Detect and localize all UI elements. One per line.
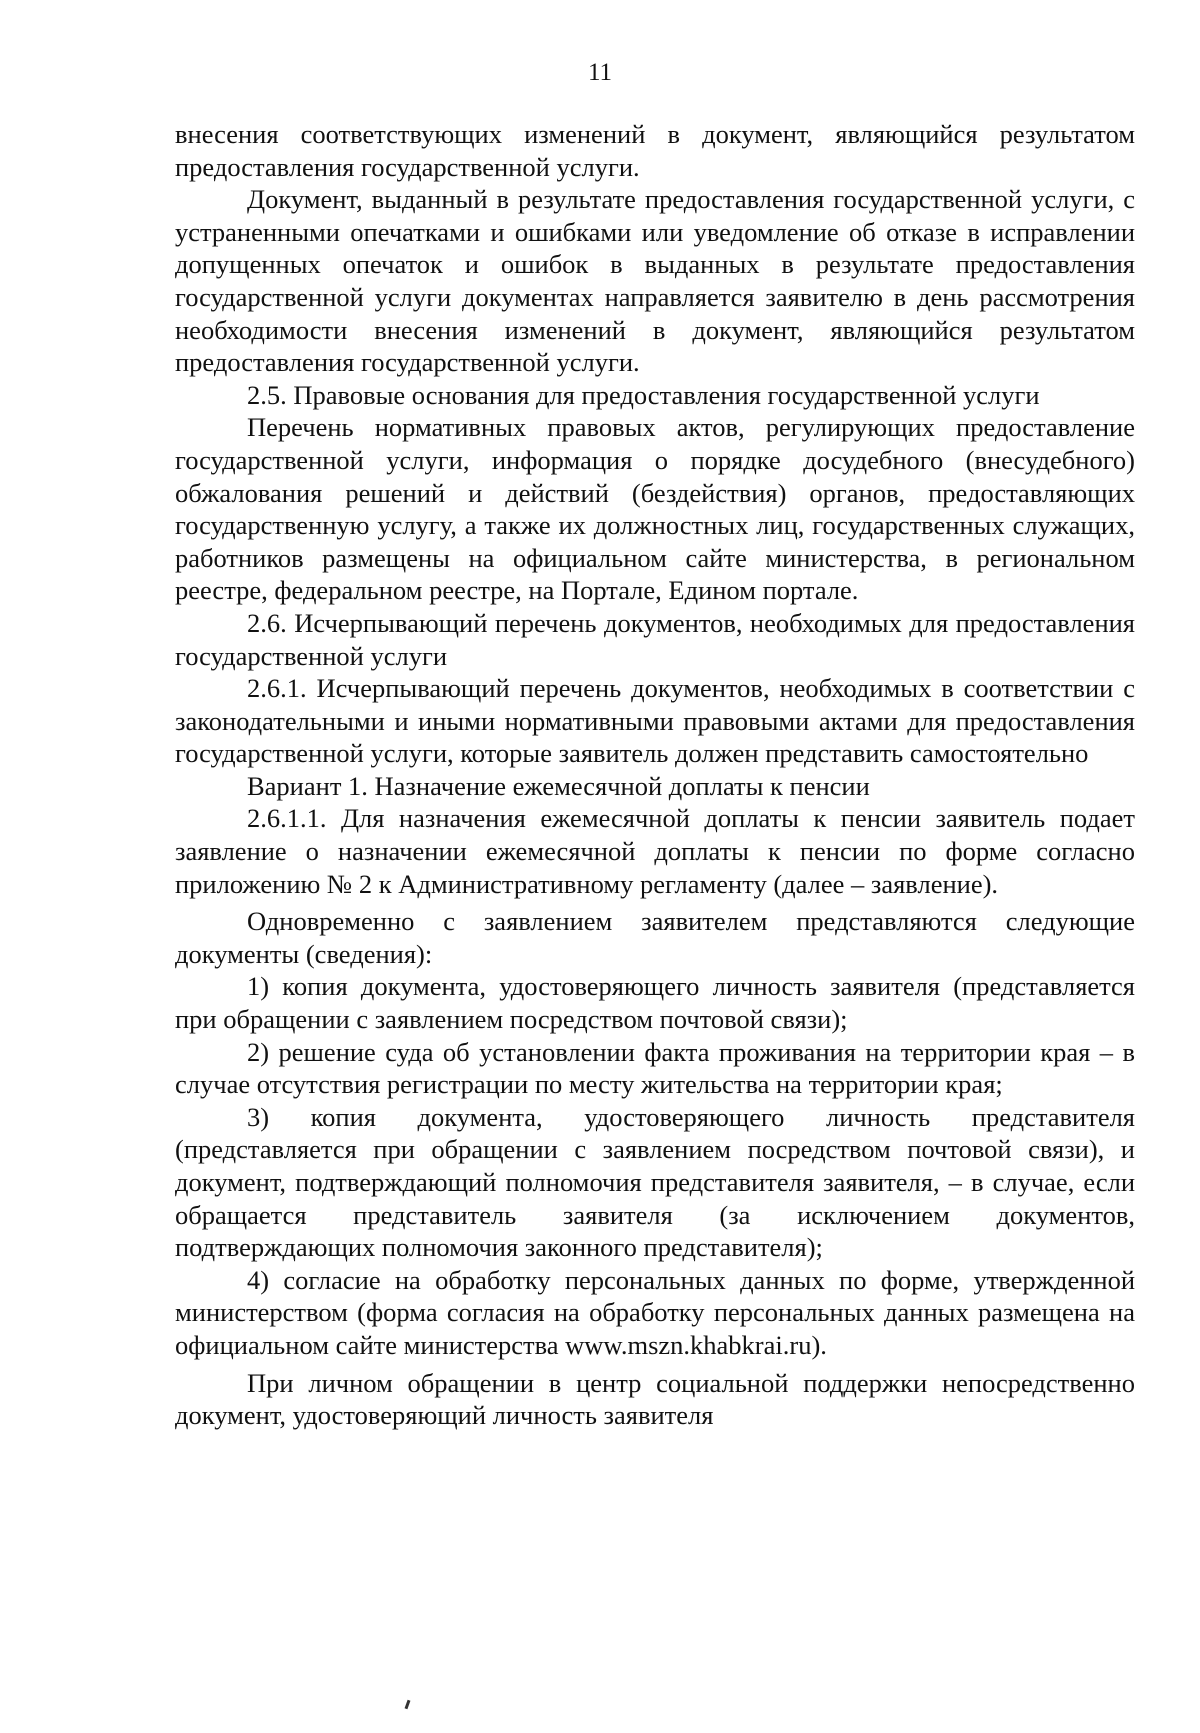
scan-speck — [405, 1700, 411, 1709]
variant-heading: Вариант 1. Назначение ежемесячной доплаты к пенсии — [247, 770, 870, 801]
list-item-3: 3) копия документа, удостоверяющего личность представителя (представляется при обращении с заявлением посредством почтовой связи), и документ, подтверждающий полномочия представителя заявителя, – в случае, если обращается представитель заявителя (за исключением документов, подтверждающих полномочия законного представителя); — [175, 1101, 1135, 1263]
paragraph-documents-intro: Одновременно с заявлением заявителем представляются следующие документы (сведения): — [175, 906, 1135, 969]
list-item-4: 4) согласие на обработку персональных данных по форме, утвержденной министерством (форма согласия на обработку персональных данных размещена на официальном сайте министерства www.mszn.khabkrai.ru). — [175, 1264, 1135, 1360]
paragraph-legal-acts-list: Перечень нормативных правовых актов, регулирующих предоставление государственной услуги, информация о порядке досудебного (внесудебного) обжалования решений и действий (бездействия) органов, предоставляющих государственную услугу, а также их должностных лиц, государственных служащих, работников размещены на официальном сайте министерства, в региональном реестре, федеральном реестре, на Портале, Едином портале. — [175, 412, 1135, 606]
section-heading-2-6: 2.6. Исчерпывающий перечень документов, необходимых для предоставления государственной услуги — [175, 607, 1135, 671]
paragraph-2-6-1-1: 2.6.1.1. Для назначения ежемесячной доплаты к пенсии заявитель подает заявление о назначении ежемесячной доплаты к пенсии по форме согласно приложению № 2 к Административному регламенту (далее – заявление). — [175, 803, 1135, 899]
section-heading-2-6-1: 2.6.1. Исчерпывающий перечень документов, необходимых в соответствии с законодательными и иными нормативными правовыми актами для предоставления государственной услуги, которые заявитель должен представить самостоятельно — [175, 673, 1135, 769]
list-item-1: 1) копия документа, удостоверяющего личность заявителя (представляется при обращении с заявлением посредством почтовой связи); — [175, 971, 1135, 1035]
section-heading-2-5: 2.5. Правовые основания для предоставления государственной услуги — [247, 379, 1040, 410]
document-body — [175, 118, 1135, 1432]
paragraph-corrected-document: Документ, выданный в результате предоставления государственной услуги, с устраненными опечатками и ошибками или уведомление об отказе в исправлении допущенных опечаток и ошибок в выданных в результате предоставления государственной услуги документах направляется заявителю в день рассмотрения необходимости внесения изменений в документ, являющийся результатом предоставления государственной услуги. — [175, 184, 1135, 378]
page-number: 11 — [587, 59, 613, 86]
paragraph-personal-visit: При личном обращении в центр социальной поддержки непосредственно документ, удостоверяющий личность заявителя — [175, 1367, 1135, 1431]
paragraph-result-continuation: внесения соответствующих изменений в документ, являющийся результатом предоставления государственной услуги. — [175, 119, 1135, 182]
list-item-2: 2) решение суда об установлении факта проживания на территории края – в случае отсутствия регистрации по месту жительства на территории края; — [175, 1036, 1135, 1100]
